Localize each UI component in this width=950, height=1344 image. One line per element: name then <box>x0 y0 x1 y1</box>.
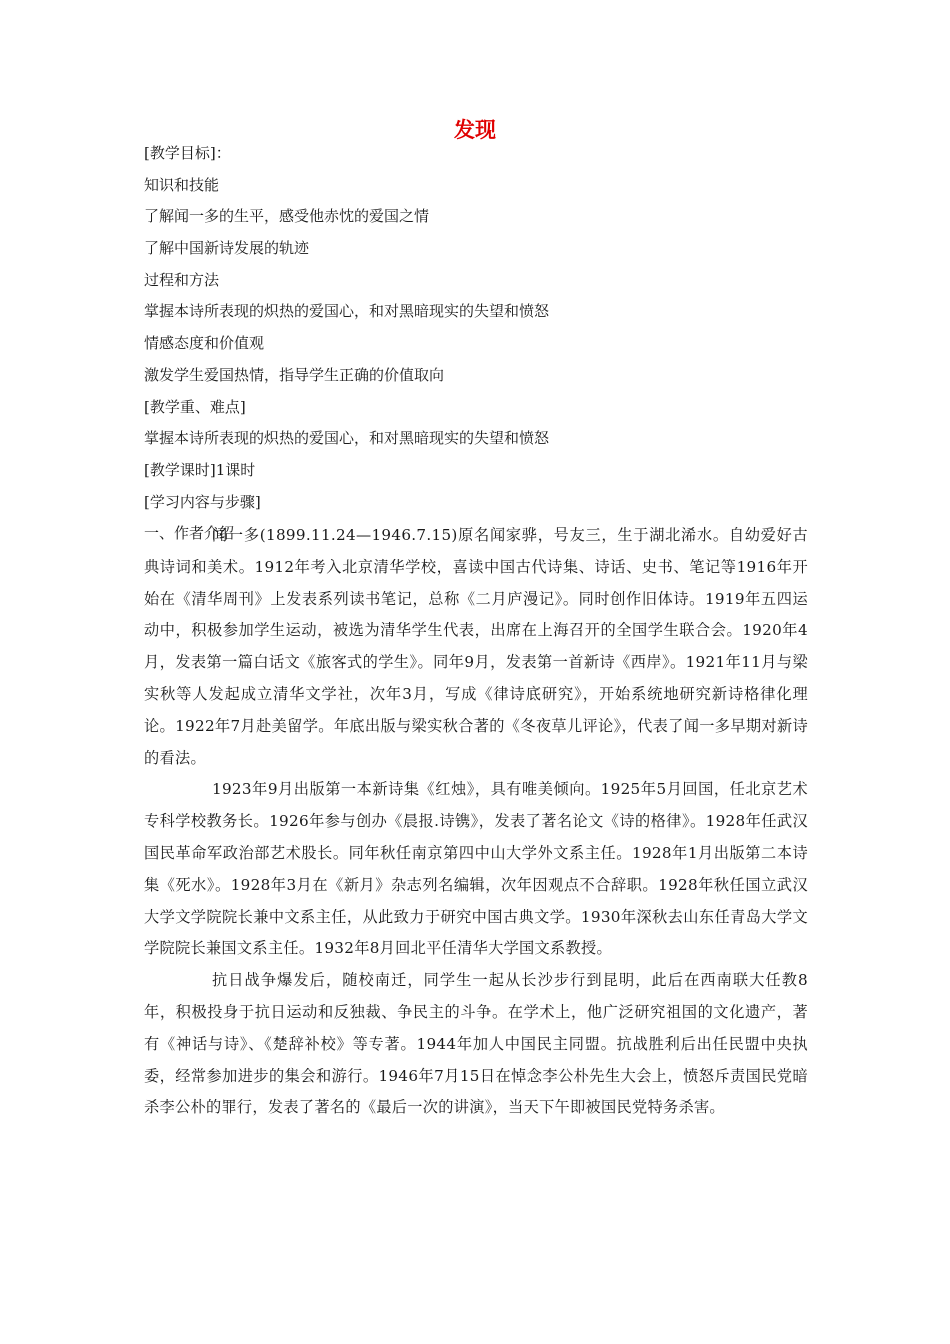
outline-line-knowledge-skills: 知识和技能 <box>144 175 220 194</box>
biography-paragraph-middle: 1923年9月出版第一本新诗集《红烛》，具有唯美倾向。1925年5月回国，任北京艺术专科学校教务长。1926年参与创办《晨报.诗镌》，发表了著名论文《诗的格律》。1928年任武汉国民革命军政治部艺术股长。同年秋任南京第四中山大学外文系主任。1928年1月出版第二本诗集《死水》。1928年3月在《新月》杂志列名编辑，次年因观点不合辞职。1928年秋任国立武汉大学文学院院长兼中文系主任，从此致力于研究中国古典文学。1930年深秋去山东任青岛大学文学院院长兼国文系主任。1932年8月回北平任清华大学国文系教授。 <box>144 780 808 958</box>
outline-line-knowledge-2: 了解中国新诗发展的轨迹 <box>144 239 310 258</box>
outline-line-author-intro: 一、作者介绍 <box>144 524 235 543</box>
biography-paragraph-late: 抗日战争爆发后，随校南迁，同学生一起从长沙步行到昆明，此后在西南联大任教8年，积极投身于抗日运动和反独裁、争民主的斗争。在学术上，他广泛研究祖国的文化遗产，著有《神话与诗》、《楚辞补校》等专著。1944年加人中国民主同盟。抗战胜利后出任民盟中央执委，经常参加进步的集会和游行。1946年7月15日在悼念李公朴先生大会上，愤怒斥责国民党暗杀李公朴的罪行，发表了著名的《最后一次的讲演》，当天下午即被国民党特务杀害。 <box>144 971 808 1117</box>
outline-line-emotion-values: 情感态度和价值观 <box>144 334 265 353</box>
biography-paragraph-early: 闻一多(1899.11.24—1946.7.15)原名闻家骅，号友三，生于湖北浠水。自幼爱好古典诗词和美术。1912年考入北京清华学校，喜读中国古代诗集、诗话、史书、笔记等1916年开始在《清华周刊》上发表系列读书笔记，总称《二月庐漫记》。同时创作旧体诗。1919年五四运动中，积极参加学生运动，被选为清华学生代表，出席在上海召开的全国学生联合会。1920年4月，发表第一篇白话文《旅客式的学生》。同年9月，发表第一首新诗《西岸》。1921年11月与梁实秋等人发起成立清华文学社，次年3月，写成《律诗底研究》，开始系统地研究新诗格律化理论。1922年7月赴美留学。年底出版与梁实秋合著的《冬夜草儿评论》，代表了闻一多早期对新诗的看法。 <box>144 526 808 767</box>
outline-line-emotion-1: 激发学生爱国热情，指导学生正确的价值取向 <box>144 365 445 384</box>
outline-line-key-points-heading: [教学重、难点] <box>144 397 246 416</box>
outline-line-steps-heading: [学习内容与步骤] <box>144 492 261 511</box>
author-biography <box>144 520 808 1124</box>
teaching-outline <box>144 138 814 550</box>
outline-line-class-hours: [教学课时]1课时 <box>144 460 256 479</box>
outline-line-knowledge-1: 了解闻一多的生平，感受他赤忱的爱国之情 <box>144 207 430 226</box>
outline-line-objectives-heading: [教学目标]： <box>144 144 231 162</box>
document-title: 发现 <box>454 118 496 142</box>
outline-line-process-methods: 过程和方法 <box>144 270 220 289</box>
outline-line-process-1: 掌握本诗所表现的炽热的爱国心，和对黑暗现实的失望和愤怒 <box>144 302 550 321</box>
outline-line-key-points-1: 掌握本诗所表现的炽热的爱国心，和对黑暗现实的失望和愤怒 <box>144 429 550 448</box>
